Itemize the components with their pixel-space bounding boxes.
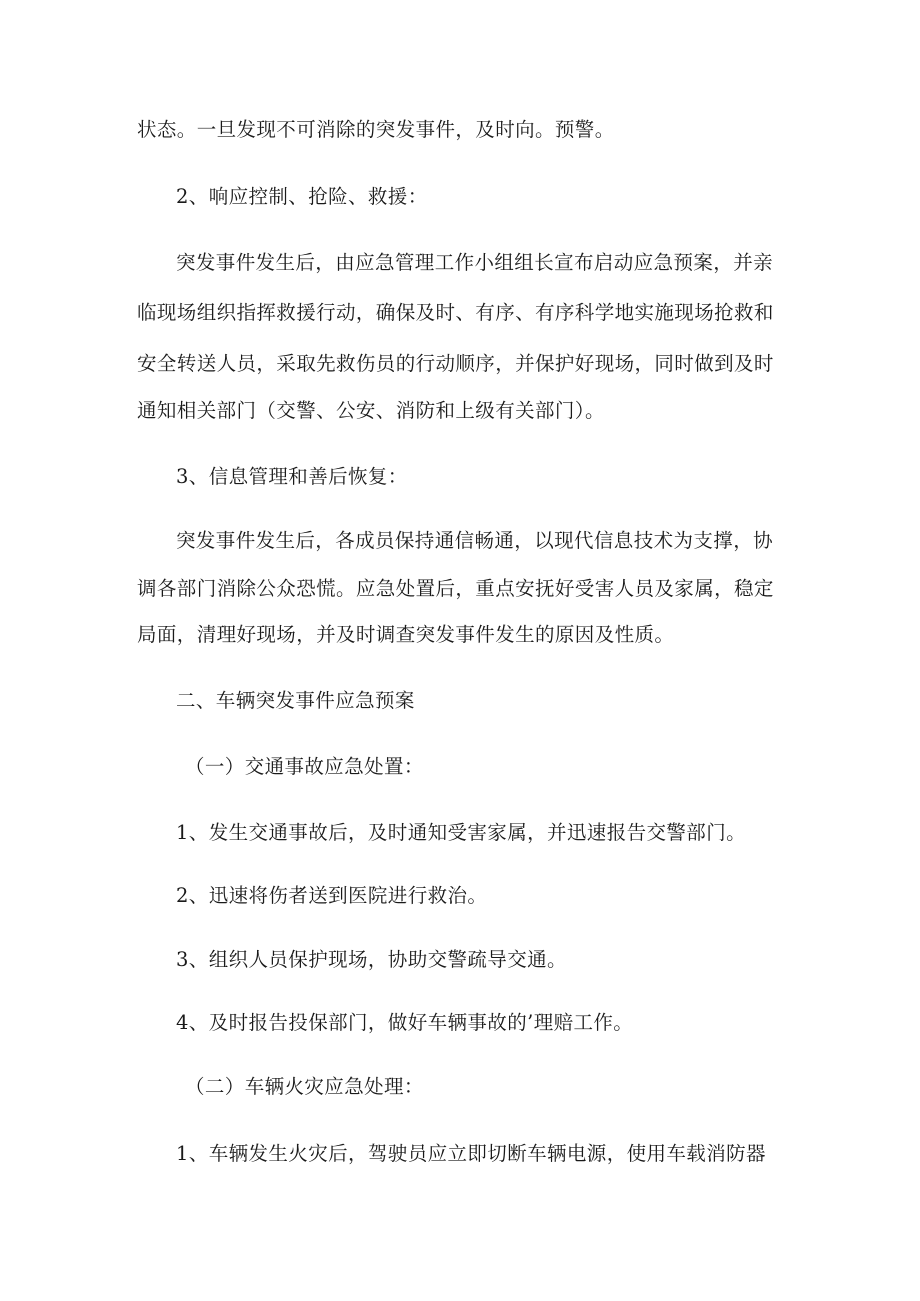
paragraph-line: 安全转送人员，采取先救伤员的行动顺序，并保护好现场，同时做到及时 <box>137 352 774 375</box>
list-item: 3、组织人员保护现场，协助交警疏导交通。 <box>176 948 567 971</box>
paragraph-line: 通知相关部门（交警、公安、消防和上级有关部门）。 <box>137 399 605 422</box>
paragraph-line: 临现场组织指挥救援行动，确保及时、有序、有序科学地实施现场抢救和 <box>137 301 774 324</box>
list-item: 1、车辆发生火灾后，驾驶员应立即切断车辆电源，使用车载消防器 <box>176 1142 766 1165</box>
section-heading: 3、信息管理和善后恢复： <box>176 465 408 488</box>
list-item: 1、发生交通事故后，及时通知受害家属，并迅速报告交警部门。 <box>176 821 747 844</box>
list-item: 4、及时报告投保部门，做好车辆事故的’理赔工作。 <box>176 1011 634 1034</box>
paragraph-line: 突发事件发生后，各成员保持通信畅通，以现代信息技术为支撑，协 <box>176 529 774 552</box>
subsection-heading: （一）交通事故应急处置： <box>185 755 424 778</box>
section-heading: 2、响应控制、抢险、救援： <box>176 185 428 208</box>
paragraph-line: 调各部门消除公众恐慌。应急处置后，重点安抚好受害人员及家属，稳定 <box>137 577 774 600</box>
paragraph-line: 状态。一旦发现不可消除的突发事件，及时向。预警。 <box>137 118 615 141</box>
chapter-heading: 二、车辆突发事件应急预案 <box>176 689 415 712</box>
paragraph-line: 局面，清理好现场，并及时调查突发事件发生的原因及性质。 <box>137 623 675 646</box>
paragraph-line: 突发事件发生后，由应急管理工作小组组长宣布启动应急预案，并亲 <box>176 251 774 274</box>
subsection-heading: （二）车辆火灾应急处理： <box>185 1075 424 1098</box>
list-item: 2、迅速将伤者送到医院进行救治。 <box>176 884 488 907</box>
